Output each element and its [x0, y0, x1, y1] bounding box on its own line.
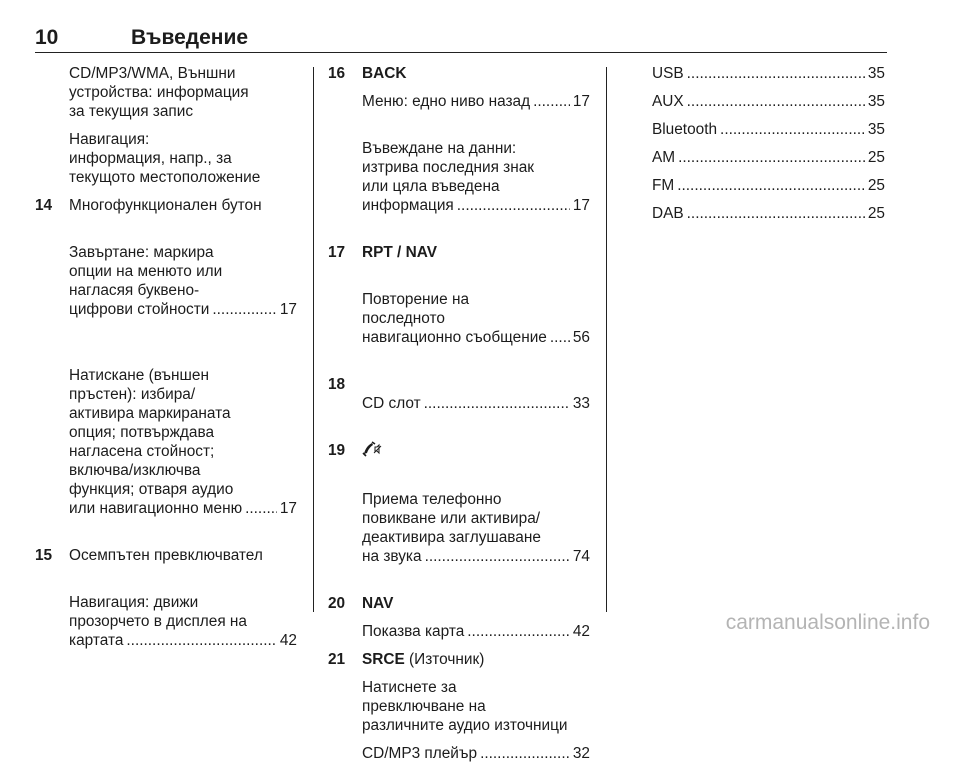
source-label: DAB [652, 205, 684, 222]
paragraph-text: Натискане (външен пръстен): избира/ активира маркираната опция; потвърждава нагласена стойност; включва/изключва функция; отваря аудио [69, 367, 234, 498]
dot-leader [678, 148, 865, 167]
page-link[interactable]: 17 [279, 301, 297, 318]
entry-paragraph [362, 120, 590, 234]
entry-title-key: SRCE [362, 651, 405, 668]
entry-paragraph [69, 574, 297, 669]
entry-paragraph [362, 271, 590, 366]
page-link[interactable]: 35 [867, 93, 885, 110]
page-link[interactable]: 17 [572, 197, 590, 214]
dot-leader [212, 300, 277, 319]
source-list [652, 64, 885, 223]
dot-leader [245, 499, 277, 518]
dot-leader [687, 64, 865, 83]
entry-title: RPT / NAV [362, 244, 437, 261]
column-2 [328, 64, 590, 772]
page-title: Въведение [131, 26, 249, 49]
page-number: 10 [35, 26, 59, 49]
entry-number: 14 [35, 197, 53, 214]
reference-text: Показва карта [362, 623, 465, 640]
entry-paragraph [69, 224, 297, 338]
reference-text: или навигационно меню [69, 500, 243, 517]
entry-number: 15 [35, 547, 53, 564]
page-link[interactable]: 33 [572, 395, 590, 412]
page-link[interactable]: 17 [572, 93, 590, 110]
page-link[interactable]: 35 [867, 121, 885, 138]
page-reference [362, 92, 590, 111]
page-link[interactable]: 25 [867, 177, 885, 194]
page-link[interactable]: 74 [572, 548, 590, 565]
page-reference [362, 196, 590, 215]
source-label: AM [652, 149, 676, 166]
dot-leader [424, 394, 570, 413]
reference-text: на звука [362, 548, 422, 565]
navigation-note: Навигация: информация, напр., за текущото местоположение [69, 131, 261, 186]
dot-leader [457, 196, 570, 215]
entry-15 [35, 546, 297, 678]
dot-leader [720, 120, 865, 139]
paragraph-text: Въвеждане на данни: изтрива последния знак или цяла въведена [362, 140, 535, 195]
page-link[interactable]: 42 [279, 632, 297, 649]
watermark: carmanualsonline.info [725, 611, 930, 634]
page-link[interactable]: 42 [572, 623, 590, 640]
entry-paragraph: Натиснете за превключване на различните аудио източници [362, 679, 568, 734]
reference-text: информация [362, 197, 454, 214]
dot-leader [126, 631, 276, 650]
column-3 [652, 64, 885, 232]
paragraph-text: Приема телефонно повикване или активира/ деактивира заглушаване [362, 491, 541, 546]
entry-number: 18 [328, 376, 346, 393]
entry-18 [328, 375, 590, 432]
entry-title: Многофункционален бутон [69, 197, 262, 214]
entry-paragraph [69, 347, 297, 537]
paragraph-text: Завъртане: маркира опции на менюто или нагласяя буквено- [69, 244, 223, 299]
list-item [652, 64, 885, 83]
entry-14 [35, 196, 297, 546]
page-reference [69, 499, 297, 518]
entry-title-suffix: (Източник) [404, 651, 485, 668]
dot-leader [480, 744, 570, 763]
entry-17 [328, 243, 590, 375]
page-link[interactable]: 25 [867, 149, 885, 166]
page-reference [362, 622, 590, 641]
page-reference [362, 744, 590, 763]
page-reference [362, 547, 590, 566]
dot-leader [425, 547, 570, 566]
page-reference [69, 300, 297, 319]
entry-title [362, 650, 590, 669]
page-reference [362, 328, 590, 347]
entry-number: 20 [328, 595, 346, 612]
column-1 [35, 64, 297, 678]
column-divider-1 [313, 67, 314, 612]
page-link[interactable]: 25 [867, 205, 885, 222]
reference-text: CD/MP3 плейър [362, 745, 478, 762]
page-reference [362, 394, 590, 413]
paragraph-text: Повторение на последното [362, 291, 470, 327]
dot-leader [677, 176, 865, 195]
entry-title: NAV [362, 595, 394, 612]
entry-number: 17 [328, 244, 346, 261]
page-reference [69, 631, 297, 650]
reference-text: Меню: едно ниво назад [362, 93, 531, 110]
dot-leader [467, 622, 570, 641]
page-link[interactable]: 56 [572, 329, 590, 346]
source-label: USB [652, 65, 684, 82]
reference-text: CD слот [362, 395, 421, 412]
entry-16 [328, 64, 590, 243]
page-link[interactable]: 35 [867, 65, 885, 82]
paragraph-text: Навигация: движи прозорчето в дисплея на [69, 594, 247, 630]
page-link[interactable]: 17 [279, 500, 297, 517]
phone-mute-icon [362, 441, 382, 462]
entry-number: 16 [328, 65, 346, 82]
dot-leader [687, 204, 865, 223]
dot-leader [550, 328, 570, 347]
entry-paragraph [362, 471, 590, 585]
entry-title: BACK [362, 65, 407, 82]
dot-leader [533, 92, 570, 111]
list-item [652, 204, 885, 223]
entry-title: Осемпътен превключвател [69, 547, 263, 564]
intro-paragraph: CD/MP3/WMA, Външни устройства: информация за текущия запис [69, 65, 249, 120]
list-item [652, 92, 885, 111]
page-link[interactable]: 32 [572, 745, 590, 762]
entry-title [362, 441, 590, 462]
entry-19 [328, 441, 590, 594]
reference-text: цифрови стойности [69, 301, 210, 318]
entry-13-continued [35, 64, 297, 196]
header-divider [35, 52, 887, 53]
list-item [652, 176, 885, 195]
entry-21 [328, 650, 590, 772]
source-label: Bluetooth [652, 121, 718, 138]
source-label: AUX [652, 93, 684, 110]
source-label: FM [652, 177, 675, 194]
reference-text: картата [69, 632, 124, 649]
entry-number: 21 [328, 651, 346, 668]
reference-text: навигационно съобщение [362, 329, 547, 346]
dot-leader [687, 92, 865, 111]
list-item [652, 148, 885, 167]
column-divider-2 [606, 67, 607, 612]
entry-number: 19 [328, 442, 346, 459]
list-item [652, 120, 885, 139]
page-header [35, 26, 887, 52]
